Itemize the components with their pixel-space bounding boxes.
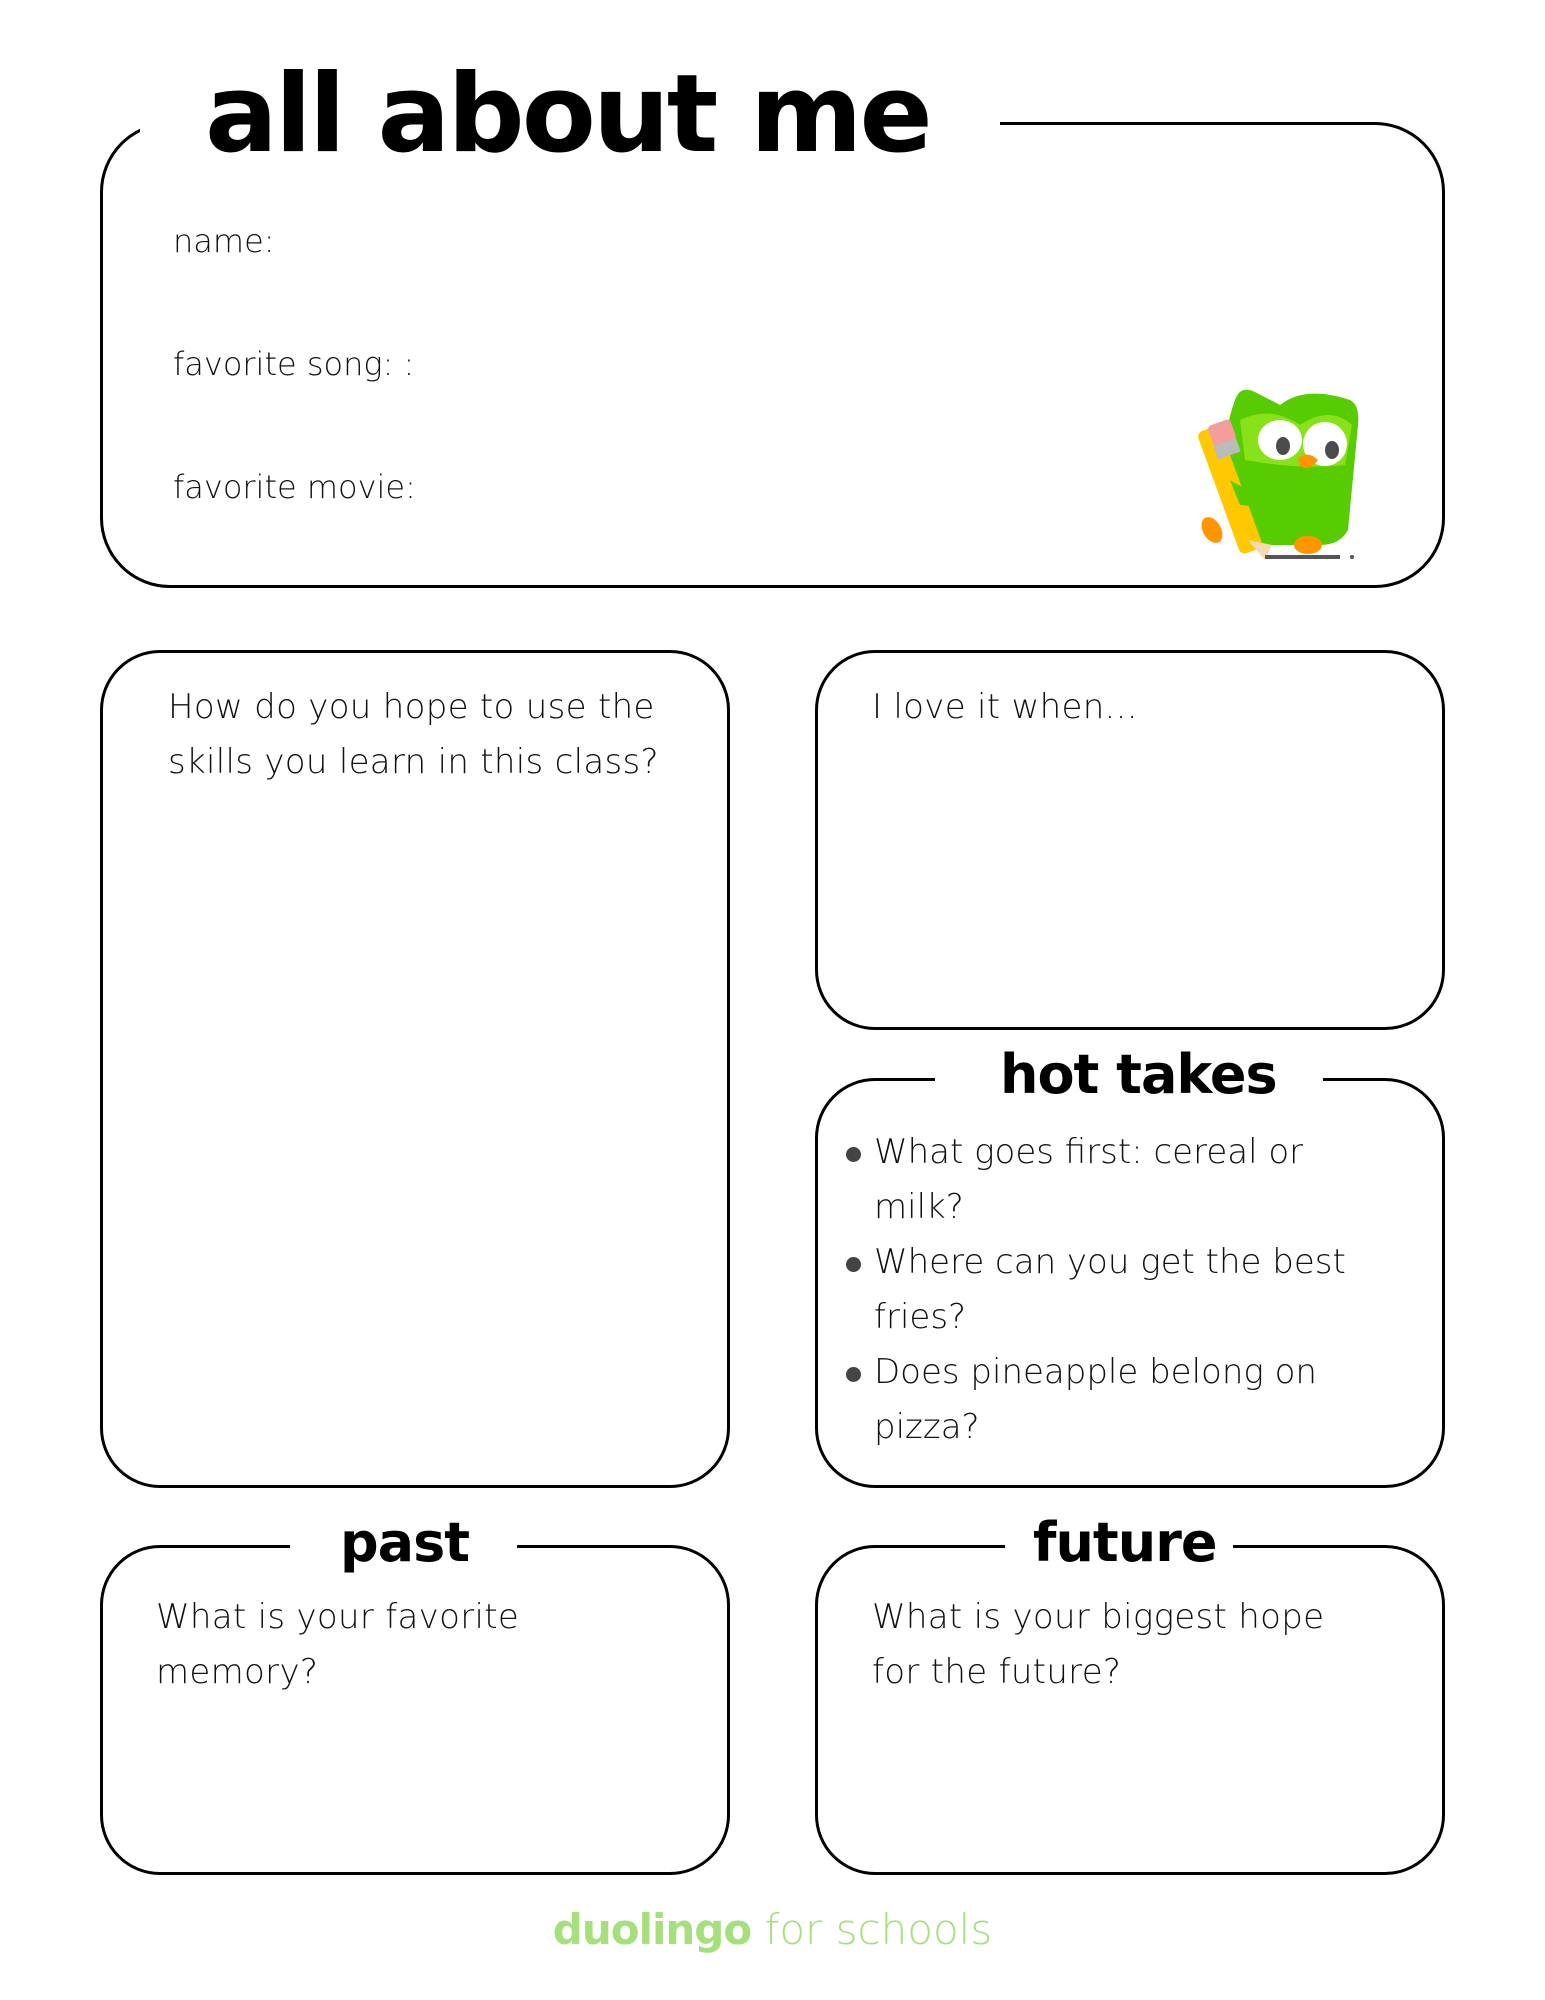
hot-take-item: What goes first: cereal or milk?: [846, 1125, 1366, 1235]
owl-mascot-icon: [1180, 380, 1380, 565]
favorite-song-field-label: favorite song: :: [173, 345, 415, 383]
future-prompt-line2: for the future?: [872, 1652, 1122, 1692]
future-prompt-line1: What is your biggest hope: [872, 1597, 1325, 1637]
past-prompt-line1: What is your favorite: [156, 1597, 520, 1637]
name-field-label: name:: [173, 222, 275, 260]
brand-name: duolingo: [552, 1905, 752, 1954]
favorite-movie-field-label: favorite movie:: [173, 468, 416, 506]
hot-take-item: Does pineapple belong on pizza?: [846, 1345, 1366, 1455]
future-title: future: [1033, 1511, 1217, 1574]
skills-prompt-line1: How do you hope to use the: [168, 687, 655, 727]
page-title: all about me: [205, 52, 930, 177]
hot-take-item: Where can you get the best fries?: [846, 1235, 1366, 1345]
hot-takes-title: hot takes: [1000, 1043, 1277, 1106]
past-title: past: [340, 1511, 470, 1574]
brand-suffix: for schools: [751, 1905, 993, 1954]
past-prompt-line2: memory?: [156, 1652, 319, 1692]
love-prompt: I love it when...: [872, 687, 1138, 727]
hot-takes-list: [846, 1125, 1366, 1455]
footer-logo: [0, 1905, 1545, 1954]
skills-prompt-line2: skills you learn in this class?: [168, 742, 659, 782]
